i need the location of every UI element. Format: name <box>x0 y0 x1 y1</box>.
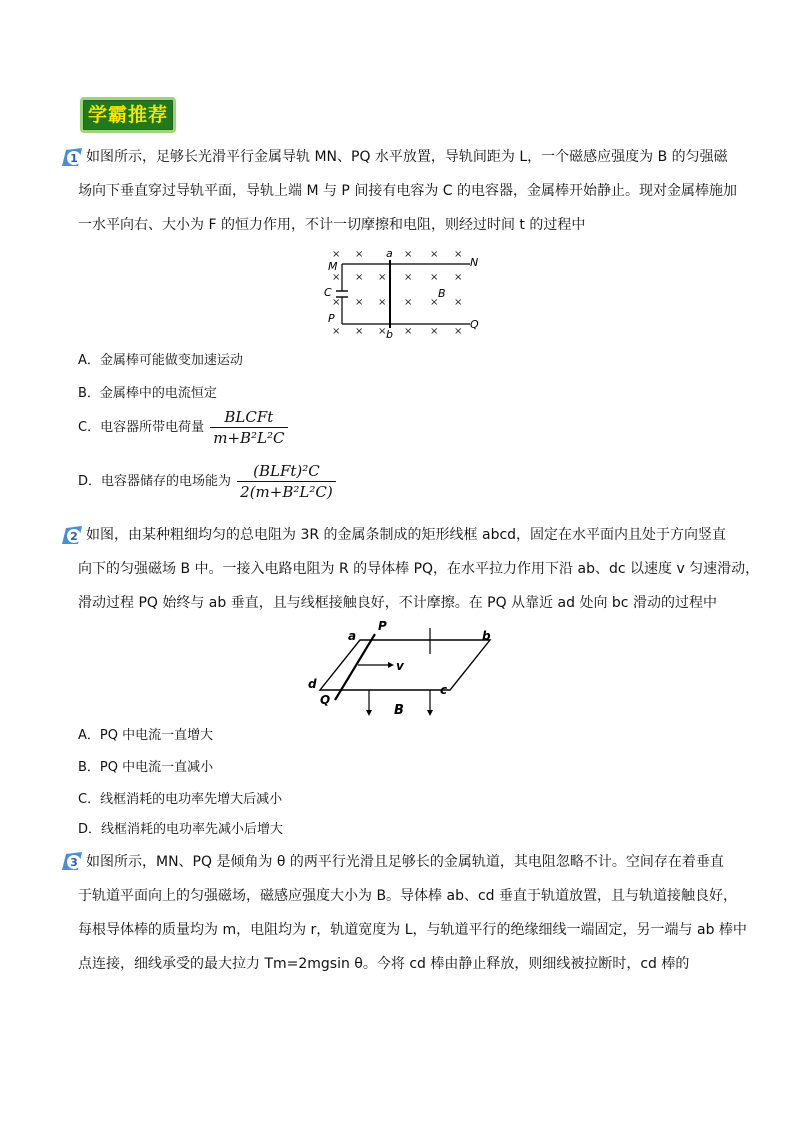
svg-text:2: 2 <box>70 530 78 543</box>
label-b: b <box>386 328 393 341</box>
field-cross: × <box>430 326 439 337</box>
q2-option-c[interactable]: C．线框消耗的电功率先增大后减小 <box>78 792 283 807</box>
field-cross: × <box>355 297 364 308</box>
q1-option-d-fraction <box>237 462 336 501</box>
recommend-badge: 学霸推荐 <box>80 97 176 133</box>
q1-option-a[interactable]: A．金属棒可能做变加速运动 <box>78 353 243 368</box>
label-c: c <box>440 683 448 697</box>
q1-option-d[interactable] <box>78 462 336 501</box>
field-cross: × <box>454 326 463 337</box>
q1-option-c-numerator: BLCFt <box>210 408 287 428</box>
q1-option-b[interactable]: B．金属棒中的电流恒定 <box>78 386 217 401</box>
label-a: a <box>348 629 357 643</box>
svg-text:1: 1 <box>70 152 78 165</box>
field-cross: × <box>378 326 387 337</box>
q1-rail-diagram <box>320 242 480 342</box>
field-cross: × <box>404 249 413 260</box>
q1-line-2: 场向下垂直穿过导轨平面，导轨上端 M 与 P 间接有电容为 C 的电容器，金属棒开始静止。现对金属棒施加 <box>78 183 737 199</box>
q2-line-1: 如图，由某种粗细均匀的总电阻为 3R 的金属条制成的矩形线框 abcd，固定在水平面内且处于方向竖直 <box>86 527 727 543</box>
label-Q: Q <box>320 693 331 707</box>
field-cross: × <box>430 272 439 283</box>
q1-option-d-text: D．电容器储存的电场能为 <box>78 474 232 489</box>
question-3-number-icon <box>60 850 84 874</box>
q1-line-3: 一水平向右、大小为 F 的恒力作用，不计一切摩擦和电阻，则经过时间 t 的过程中 <box>78 217 586 233</box>
field-cross: × <box>430 249 439 260</box>
q2-line-2: 向下的匀强磁场 B 中。一接入电路电阻为 R 的导体棒 PQ，在水平拉力作用下沿 ab、dc 以速度 v 匀速滑动， <box>78 561 760 577</box>
field-cross: × <box>454 249 463 260</box>
label-B: B <box>438 287 446 300</box>
q3-line-3: 每根导体棒的质量均为 m，电阻均为 r，轨道宽度为 L，与轨道平行的绝缘细线一端固定，另一端与 ab 棒中 <box>78 922 747 938</box>
q1-line-1: 如图所示，足够长光滑平行金属导轨 MN、PQ 水平放置，导轨间距为 L，一个磁感应强度为 B 的匀强磁 <box>86 149 728 165</box>
field-cross: × <box>355 249 364 260</box>
label-P: P <box>378 619 387 633</box>
q3-line-4: 点连接，细线承受的最大拉力 Tm=2mgsin θ。今将 cd 棒由静止释放，则细线被拉断时，cd 棒的 <box>78 956 690 972</box>
label-b: b <box>482 629 491 643</box>
svg-text:3: 3 <box>70 856 78 869</box>
field-cross: × <box>378 272 387 283</box>
q2-option-b[interactable]: B．PQ 中电流一直减小 <box>78 760 214 775</box>
field-cross: × <box>332 272 341 283</box>
label-P: P <box>328 312 335 325</box>
label-Q: Q <box>470 318 479 331</box>
q1-option-c-text: C．电容器所带电荷量 <box>78 420 205 435</box>
question-1-number-icon <box>60 146 84 170</box>
field-cross: × <box>404 326 413 337</box>
q1-option-c-fraction <box>210 408 287 447</box>
q2-option-d[interactable]: D．线框消耗的电功率先减小后增大 <box>78 822 284 837</box>
label-M: M <box>328 260 338 273</box>
label-C: C <box>324 286 332 299</box>
question-2-number-icon <box>60 524 84 548</box>
field-cross: × <box>355 326 364 337</box>
field-cross: × <box>355 272 364 283</box>
field-cross: × <box>454 297 463 308</box>
q1-option-d-numerator: (BLFt)²C <box>237 462 336 482</box>
q3-line-1: 如图所示，MN、PQ 是倾角为 θ 的两平行光滑且足够长的金属轨道，其电阻忽略不计。空间存在着垂直 <box>86 854 724 870</box>
field-cross: × <box>332 326 341 337</box>
q1-option-c-denominator: m+B²L²C <box>213 429 285 447</box>
label-B: B <box>394 703 404 718</box>
field-cross: × <box>404 272 413 283</box>
field-cross: × <box>430 297 439 308</box>
q2-line-3: 滑动过程 PQ 始终与 ab 垂直，且与线框接触良好，不计摩擦。在 PQ 从靠近 ad 处向 bc 滑动的过程中 <box>78 595 717 611</box>
q1-option-c[interactable] <box>78 408 288 447</box>
field-cross: × <box>404 297 413 308</box>
field-cross: × <box>378 297 387 308</box>
q3-line-2: 于轨道平面向上的匀强磁场，磁感应强度大小为 B。导体棒 ab、cd 垂直于轨道放置，且与轨道接触良好， <box>78 888 738 904</box>
label-N: N <box>470 256 479 269</box>
label-d: d <box>308 677 317 691</box>
q1-option-d-denominator: 2(m+B²L²C) <box>240 483 333 501</box>
field-cross: × <box>332 249 341 260</box>
q2-option-a[interactable]: A．PQ 中电流一直增大 <box>78 728 214 743</box>
q2-frame-diagram <box>300 614 500 724</box>
label-a: a <box>386 247 393 260</box>
label-v: v <box>396 659 404 673</box>
field-cross: × <box>454 272 463 283</box>
field-cross: × <box>332 297 341 308</box>
